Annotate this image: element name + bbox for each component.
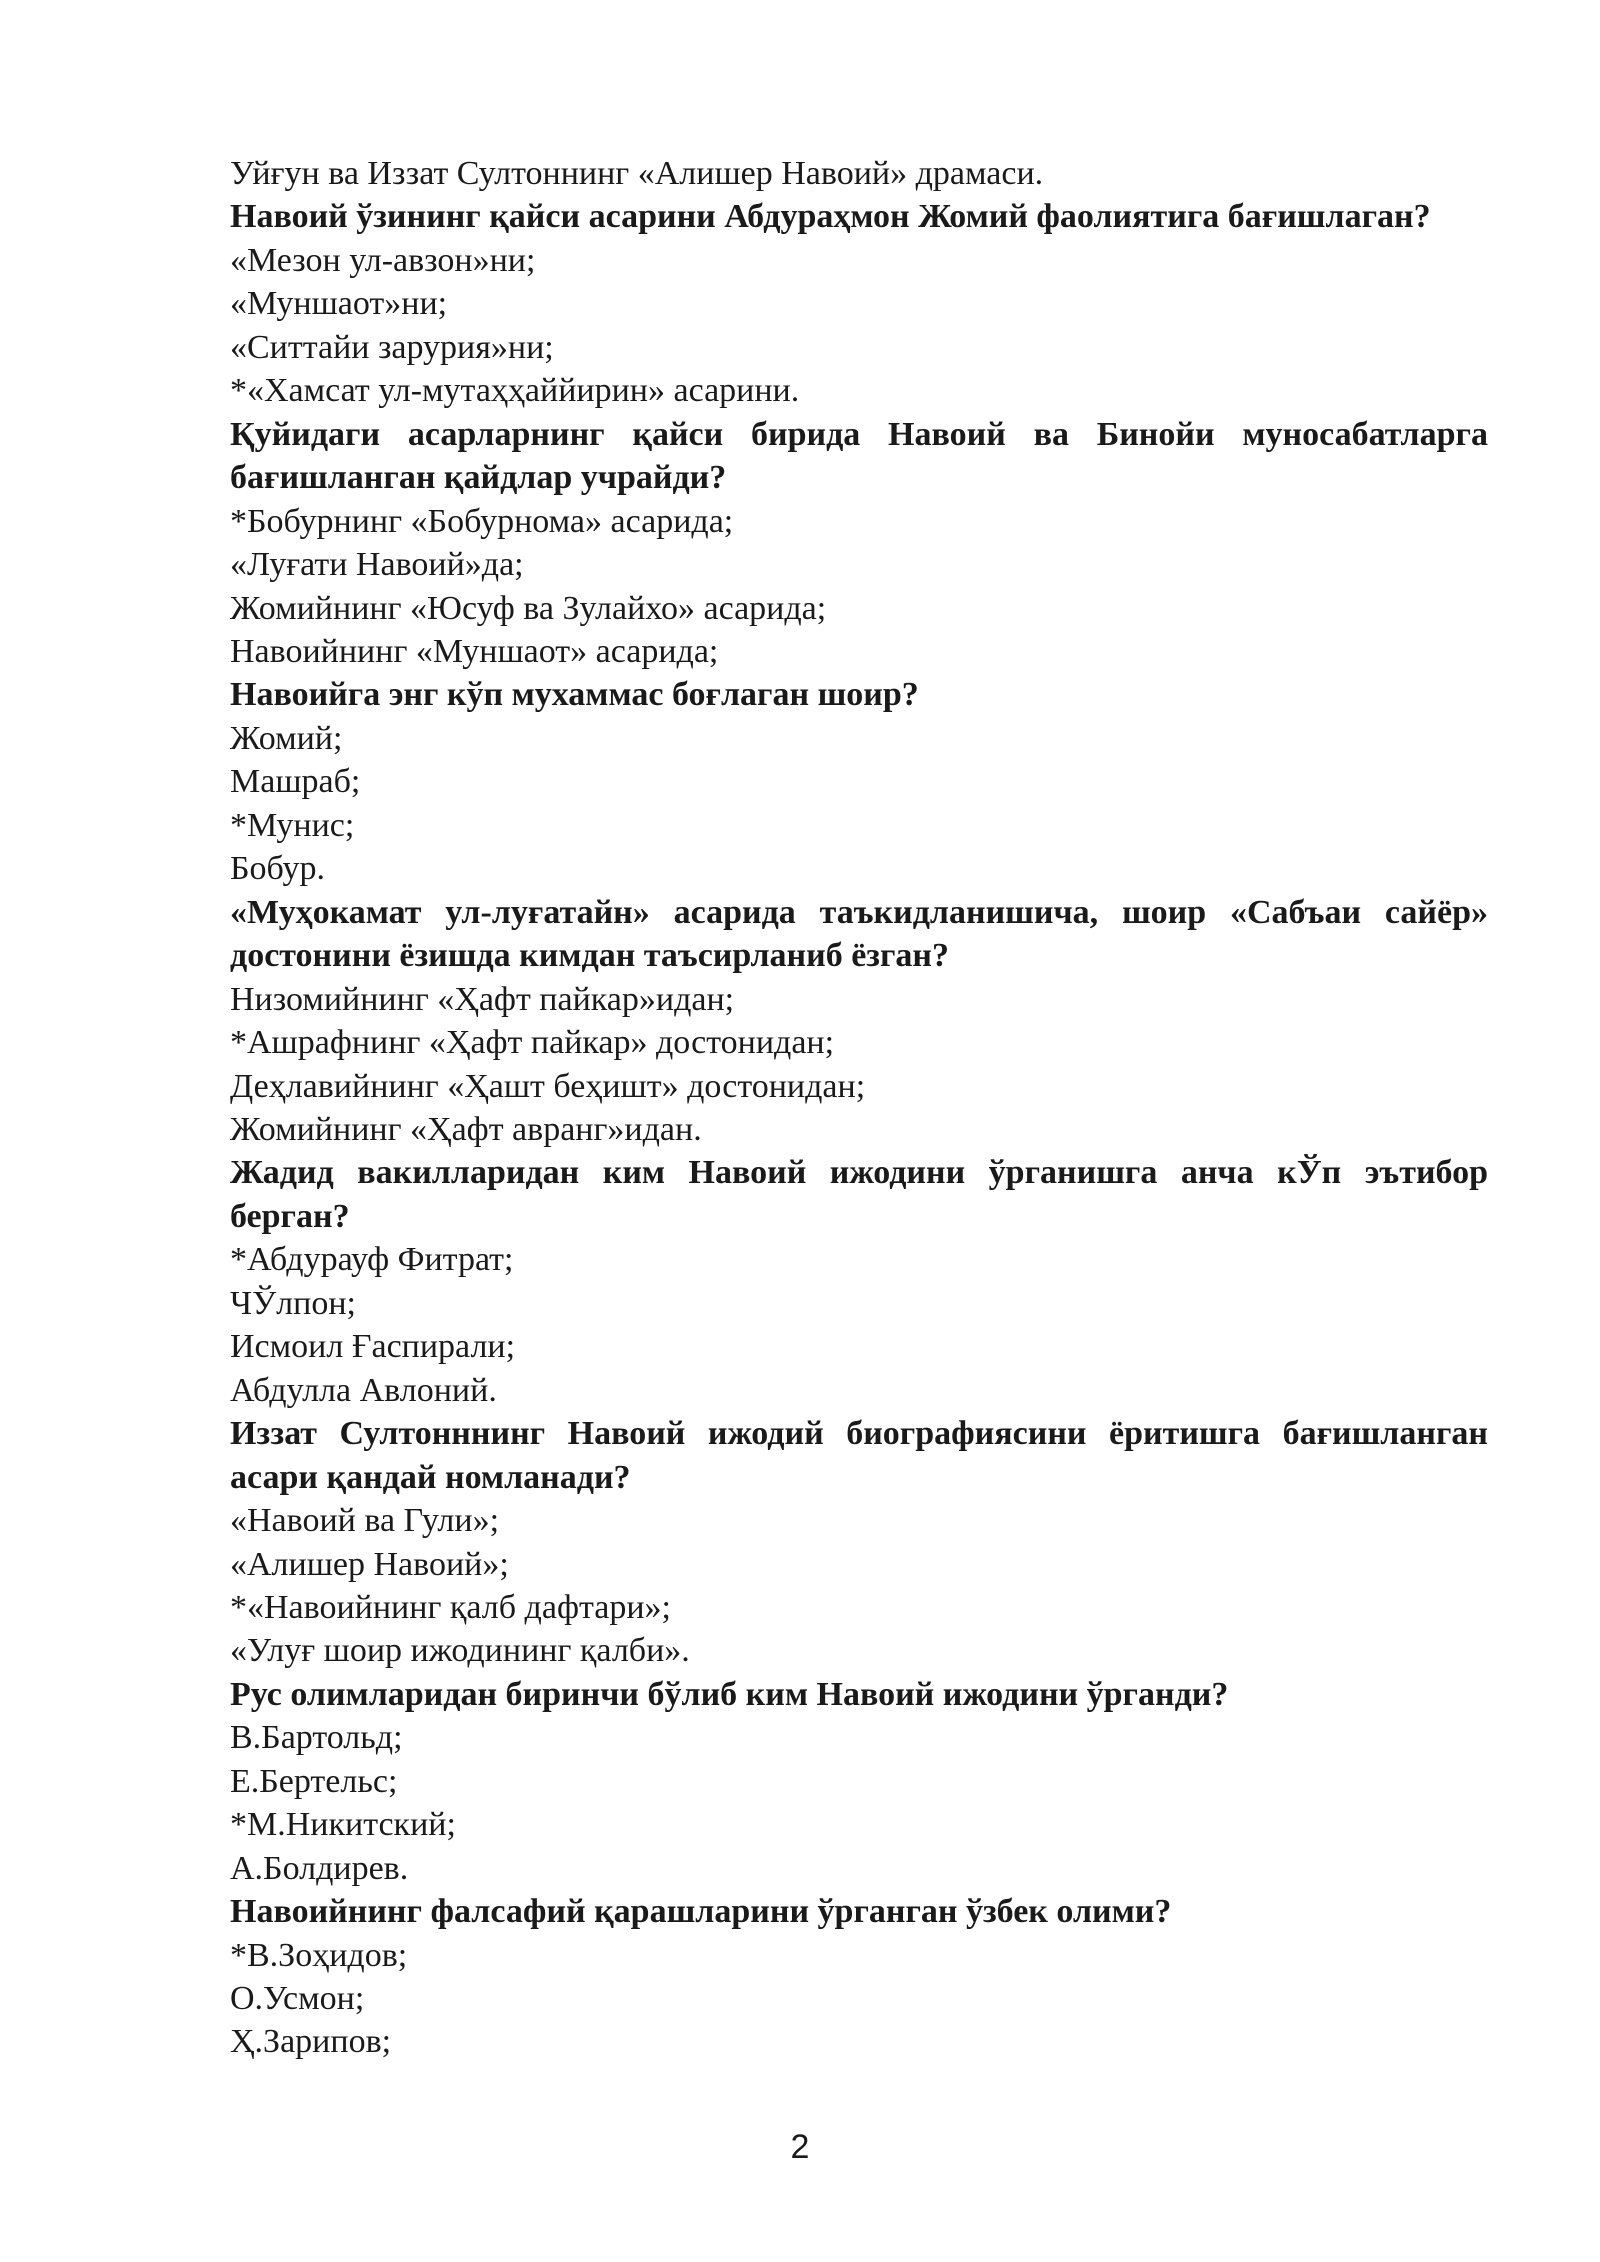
- answer-option: *Абдурауф Фитрат;: [230, 1241, 514, 1279]
- answer-option: Ҳ.Зарипов;: [230, 2023, 392, 2061]
- answer-option: Низомийнинг «Ҳафт пайкар»идан;: [230, 980, 735, 1018]
- answer-option: *М.Никитский;: [230, 1806, 456, 1844]
- answer-option: *«Хамсат ул-мутаҳҳаййирин» асарини.: [230, 372, 800, 410]
- answer-option: Машраб;: [230, 763, 361, 801]
- question-text: Жадид вакилларидан ким Навоий ижодини ўрганишга анча кЎп эътибор берган?: [230, 1154, 1488, 1235]
- answer-option: *В.Зоҳидов;: [230, 1936, 408, 1974]
- question-text: Рус олимларидан биринчи бўлиб ким Навоий ижодини ўрганди?: [230, 1675, 1229, 1713]
- answer-option: ЧЎлпон;: [230, 1284, 356, 1322]
- answer-option: «Мезон ул-авзон»ни;: [230, 241, 536, 279]
- answer-option: *Бобурнинг «Бобурнома» асарида;: [230, 502, 734, 540]
- answer-option: О.Усмон;: [230, 1980, 365, 2018]
- document-body: [230, 152, 1488, 2064]
- answer-option: Навоийнинг «Муншаот» асарида;: [230, 632, 719, 670]
- answer-option: «Луғати Навоий»да;: [230, 546, 524, 584]
- answer-option: В.Бартольд;: [230, 1719, 403, 1757]
- answer-option: Деҳлавийнинг «Ҳашт беҳишт» достонидан;: [230, 1067, 866, 1105]
- answer-option: Бобур.: [230, 850, 326, 888]
- answer-option: *Ашрафнинг «Ҳафт пайкар» достонидан;: [230, 1024, 835, 1062]
- answer-option: Е.Бертельс;: [230, 1762, 398, 1800]
- answer-option: *Мунис;: [230, 806, 355, 844]
- question-text: Иззат Султонннинг Навоий ижодий биографиясини ёритишга бағишланган асари қандай номланади?: [230, 1415, 1488, 1496]
- answer-option: *«Навоийнинг қалб дафтари»;: [230, 1588, 671, 1626]
- answer-option: «Алишер Навоий»;: [230, 1545, 509, 1583]
- answer-option: Абдулла Авлоний.: [230, 1371, 497, 1409]
- question-text: Навоий ўзининг қайси асарини Абдураҳмон Жомий фаолиятига бағишлаган?: [230, 198, 1431, 236]
- answer-option: «Навоий ва Гули»;: [230, 1502, 500, 1540]
- answer-option: А.Болдирев.: [230, 1849, 409, 1887]
- answer-option: Жомийнинг «Юсуф ва Зулайхо» асарида;: [230, 589, 827, 627]
- answer-option: «Ситтайи зарурия»ни;: [230, 328, 554, 366]
- question-text: Қуйидаги асарларнинг қайси бирида Навоий ва Бинойи муносабатларга бағишланган қайдлар учрайди?: [230, 415, 1488, 497]
- question-text: Навоийга энг кўп мухаммас боғлаган шоир?: [230, 676, 919, 714]
- answer-option: Уйғун ва Иззат Султоннинг «Алишер Навоий» драмаси.: [230, 155, 1044, 192]
- page-number: 2: [790, 2128, 810, 2166]
- question-text: Навоийнинг фалсафий қарашларини ўрганган ўзбек олими?: [230, 1893, 1172, 1931]
- answer-option: «Муншаот»ни;: [230, 285, 448, 323]
- answer-option: Жомийнинг «Ҳафт авранг»идан.: [230, 1110, 702, 1148]
- answer-option: Исмоил Ғаспирали;: [230, 1328, 516, 1366]
- answer-option: «Улуғ шоир ижодининг қалби».: [230, 1632, 690, 1670]
- answer-option: Жомий;: [230, 719, 343, 757]
- question-text: «Муҳокамат ул-луғатайн» асарида таъкидланишича, шоир «Сабъаи сайёр» достонини ёзишда кимдан таъсирланиб ёзган?: [230, 893, 1488, 975]
